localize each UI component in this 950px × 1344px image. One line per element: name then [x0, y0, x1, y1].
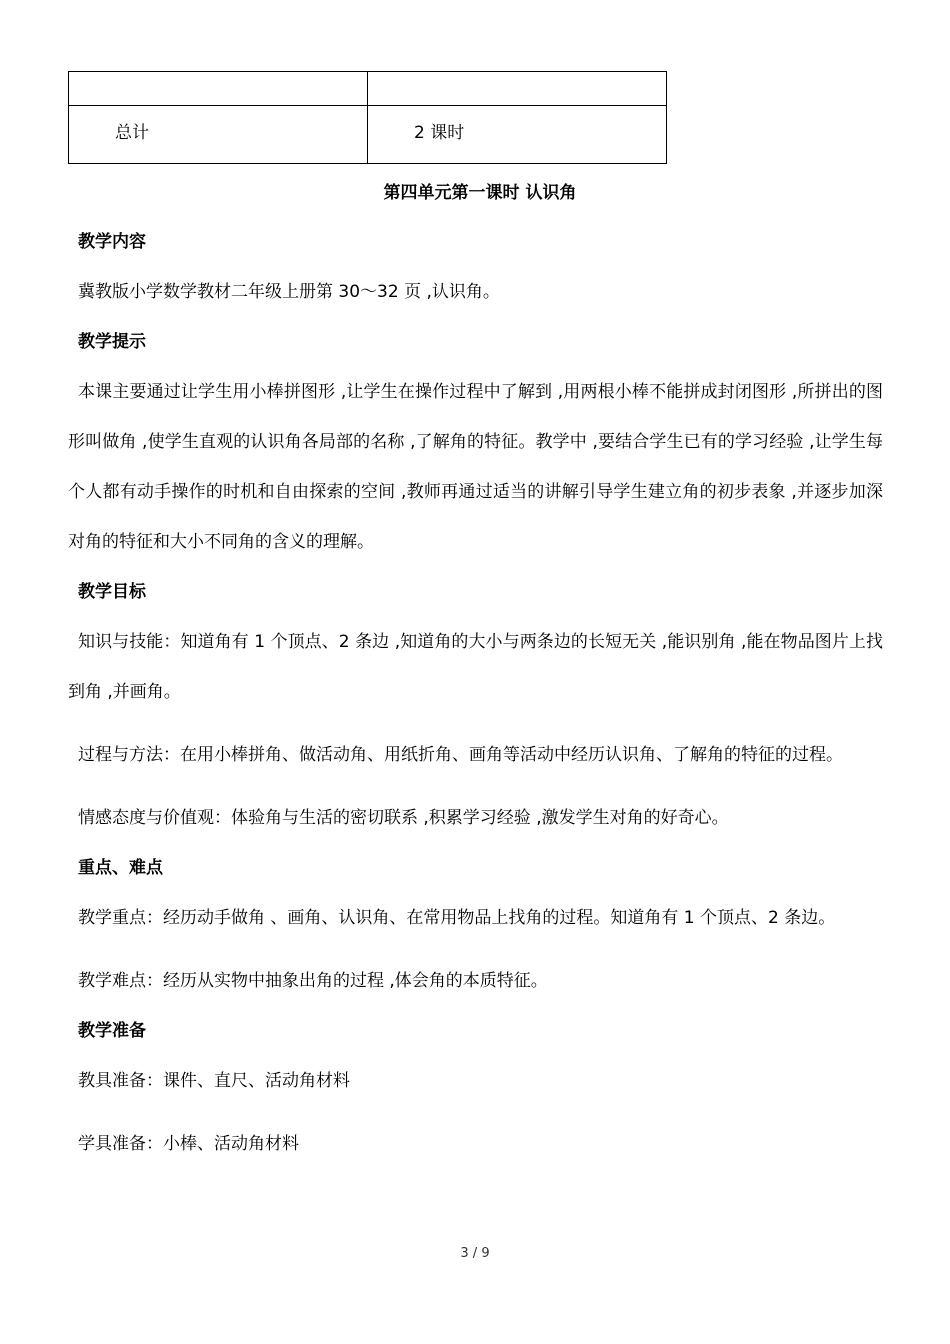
content-paragraph: 冀教版小学数学教材二年级上册第 30～32 页 ,认识角。	[78, 282, 500, 302]
total-value-cell: 2 课时	[368, 106, 667, 164]
section-heading-key: 重点、难点	[78, 858, 163, 878]
table-row-total	[69, 106, 667, 164]
goal-emotion-paragraph: 情感态度与价值观：体验角与生活的密切联系 ,积累学习经验 ,激发学生对角的好奇心。	[78, 808, 729, 828]
section-heading-prep: 教学准备	[78, 1021, 146, 1041]
hint-paragraph: 本课主要通过让学生用小棒拼图形 ,让学生在操作过程中了解到 ,用两根小棒不能拼成封闭图形 ,所拼出的图形叫做角 ,使学生直观的认识角各局部的名称 ,了解角的特征。教学中 ,要结合学生已有的学习经验 ,让学生每个人都有动手操作的时机和自由探索的空间 ,教师再通过适当的讲解引导学生建立角的初步表象 ,并逐步加深对角的特征和大小不同角的含义的理解。	[68, 382, 883, 552]
table-row	[69, 72, 667, 106]
page-number: 3 / 9	[460, 1246, 490, 1261]
lesson-title: 第四单元第一课时 认识角	[383, 183, 577, 203]
prep-teacher-paragraph: 教具准备：课件、直尺、活动角材料	[78, 1071, 350, 1091]
section-heading-content: 教学内容	[78, 232, 146, 252]
goal-knowledge-paragraph: 知识与技能：知道角有 1 个顶点、2 条边 ,知道角的大小与两条边的长短无关 ,能识别角 ,能在物品图片上找到角 ,并画角。	[68, 632, 883, 702]
table-cell	[368, 72, 667, 106]
section-heading-goal: 教学目标	[78, 582, 146, 602]
table-cell	[69, 72, 368, 106]
goal-process-paragraph: 过程与方法：在用小棒拼角、做活动角、用纸折角、画角等活动中经历认识角、了解角的特征的过程。	[78, 745, 843, 765]
total-label-cell: 总计	[69, 106, 368, 164]
key-point-paragraph: 教学重点：经历动手做角 、画角、认识角、在常用物品上找角的过程。知道角有 1 个顶点、2 条边。	[78, 908, 836, 928]
lesson-body	[68, 230, 883, 1182]
section-heading-hint: 教学提示	[78, 332, 146, 352]
lesson-summary-table	[68, 71, 667, 164]
prep-student-paragraph: 学具准备：小棒、活动角材料	[78, 1134, 299, 1154]
difficult-point-paragraph: 教学难点：经历从实物中抽象出角的过程 ,体会角的本质特征。	[78, 971, 548, 991]
